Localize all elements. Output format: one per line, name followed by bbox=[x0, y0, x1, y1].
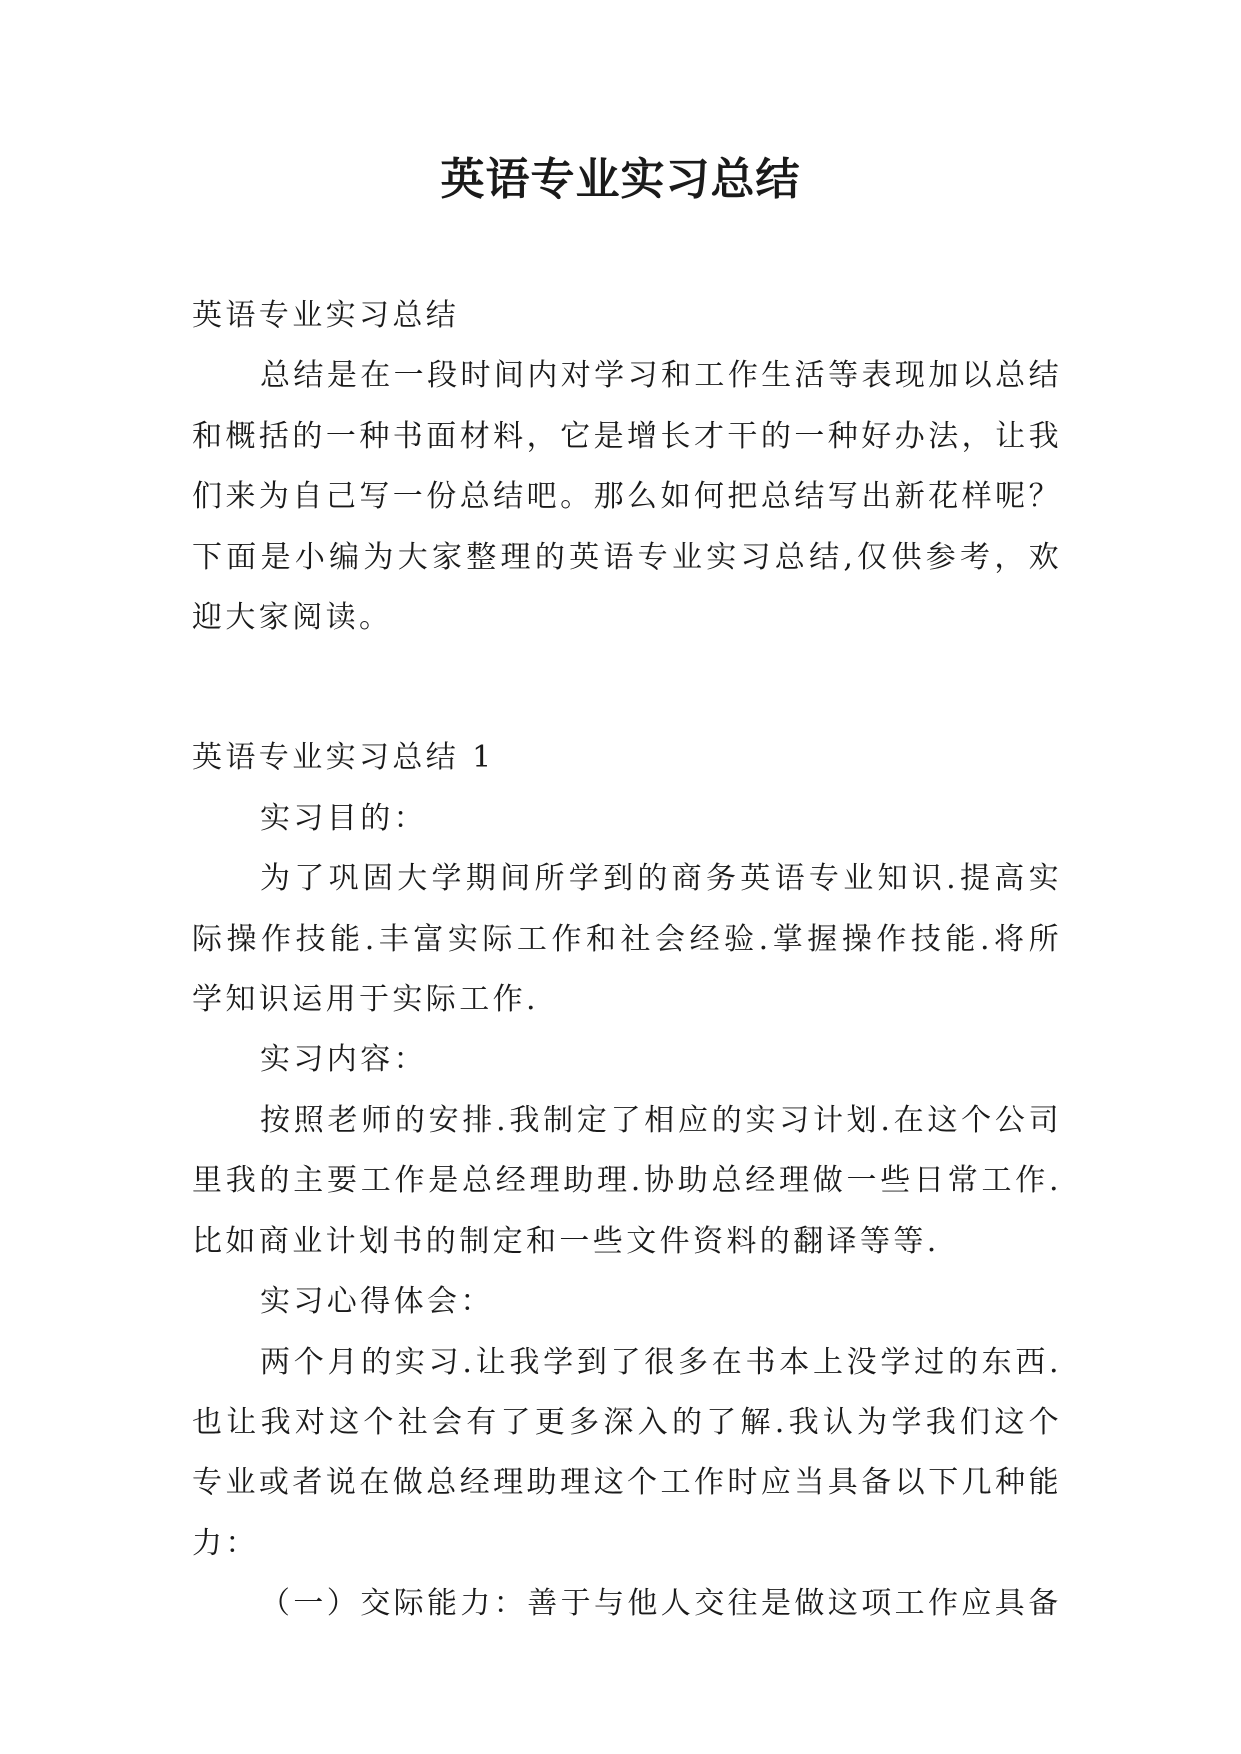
purpose-label: 实习目的： bbox=[260, 800, 427, 836]
section-spacer bbox=[192, 648, 1062, 728]
experience-paragraph: 两个月的实习.让我学到了很多在书本上没学过的东西.也让我对这个社会有了更多深入的了解.我认为学我们这个专业或者说在做总经理助理这个工作时应当具备以下几种能力： bbox=[192, 1344, 1062, 1561]
content-label: 实习内容： bbox=[260, 1042, 427, 1078]
ability1-paragraph: （一）交际能力：善于与他人交往是做这项工作应具备 bbox=[260, 1586, 1062, 1622]
purpose-paragraph: 为了巩固大学期间所学到的商务英语专业知识.提高实际操作技能.丰富实际工作和社会经验.掌握操作技能.将所学知识运用于实际工作. bbox=[192, 861, 1062, 1018]
intro-paragraph: 总结是在一段时间内对学习和工作生活等表现加以总结和概括的一种书面材料，它是增长才干的一种好办法，让我们来为自己写一份总结吧。那么如何把总结写出新花样呢？下面是小编为大家整理的英语专业实习总结,仅供参考，欢迎大家阅读。 bbox=[192, 358, 1062, 636]
document-body bbox=[192, 286, 1062, 1635]
document-title: 英语专业实习总结 bbox=[440, 154, 801, 205]
content-paragraph: 按照老师的安排.我制定了相应的实习计划.在这个公司里我的主要工作是总经理助理.协助总经理做一些日常工作.比如商业计划书的制定和一些文件资料的翻译等等. bbox=[192, 1102, 1062, 1259]
section1-heading: 英语专业实习总结 1 bbox=[192, 740, 495, 776]
intro-heading: 英语专业实习总结 bbox=[192, 298, 460, 333]
experience-label: 实习心得体会： bbox=[260, 1284, 494, 1320]
